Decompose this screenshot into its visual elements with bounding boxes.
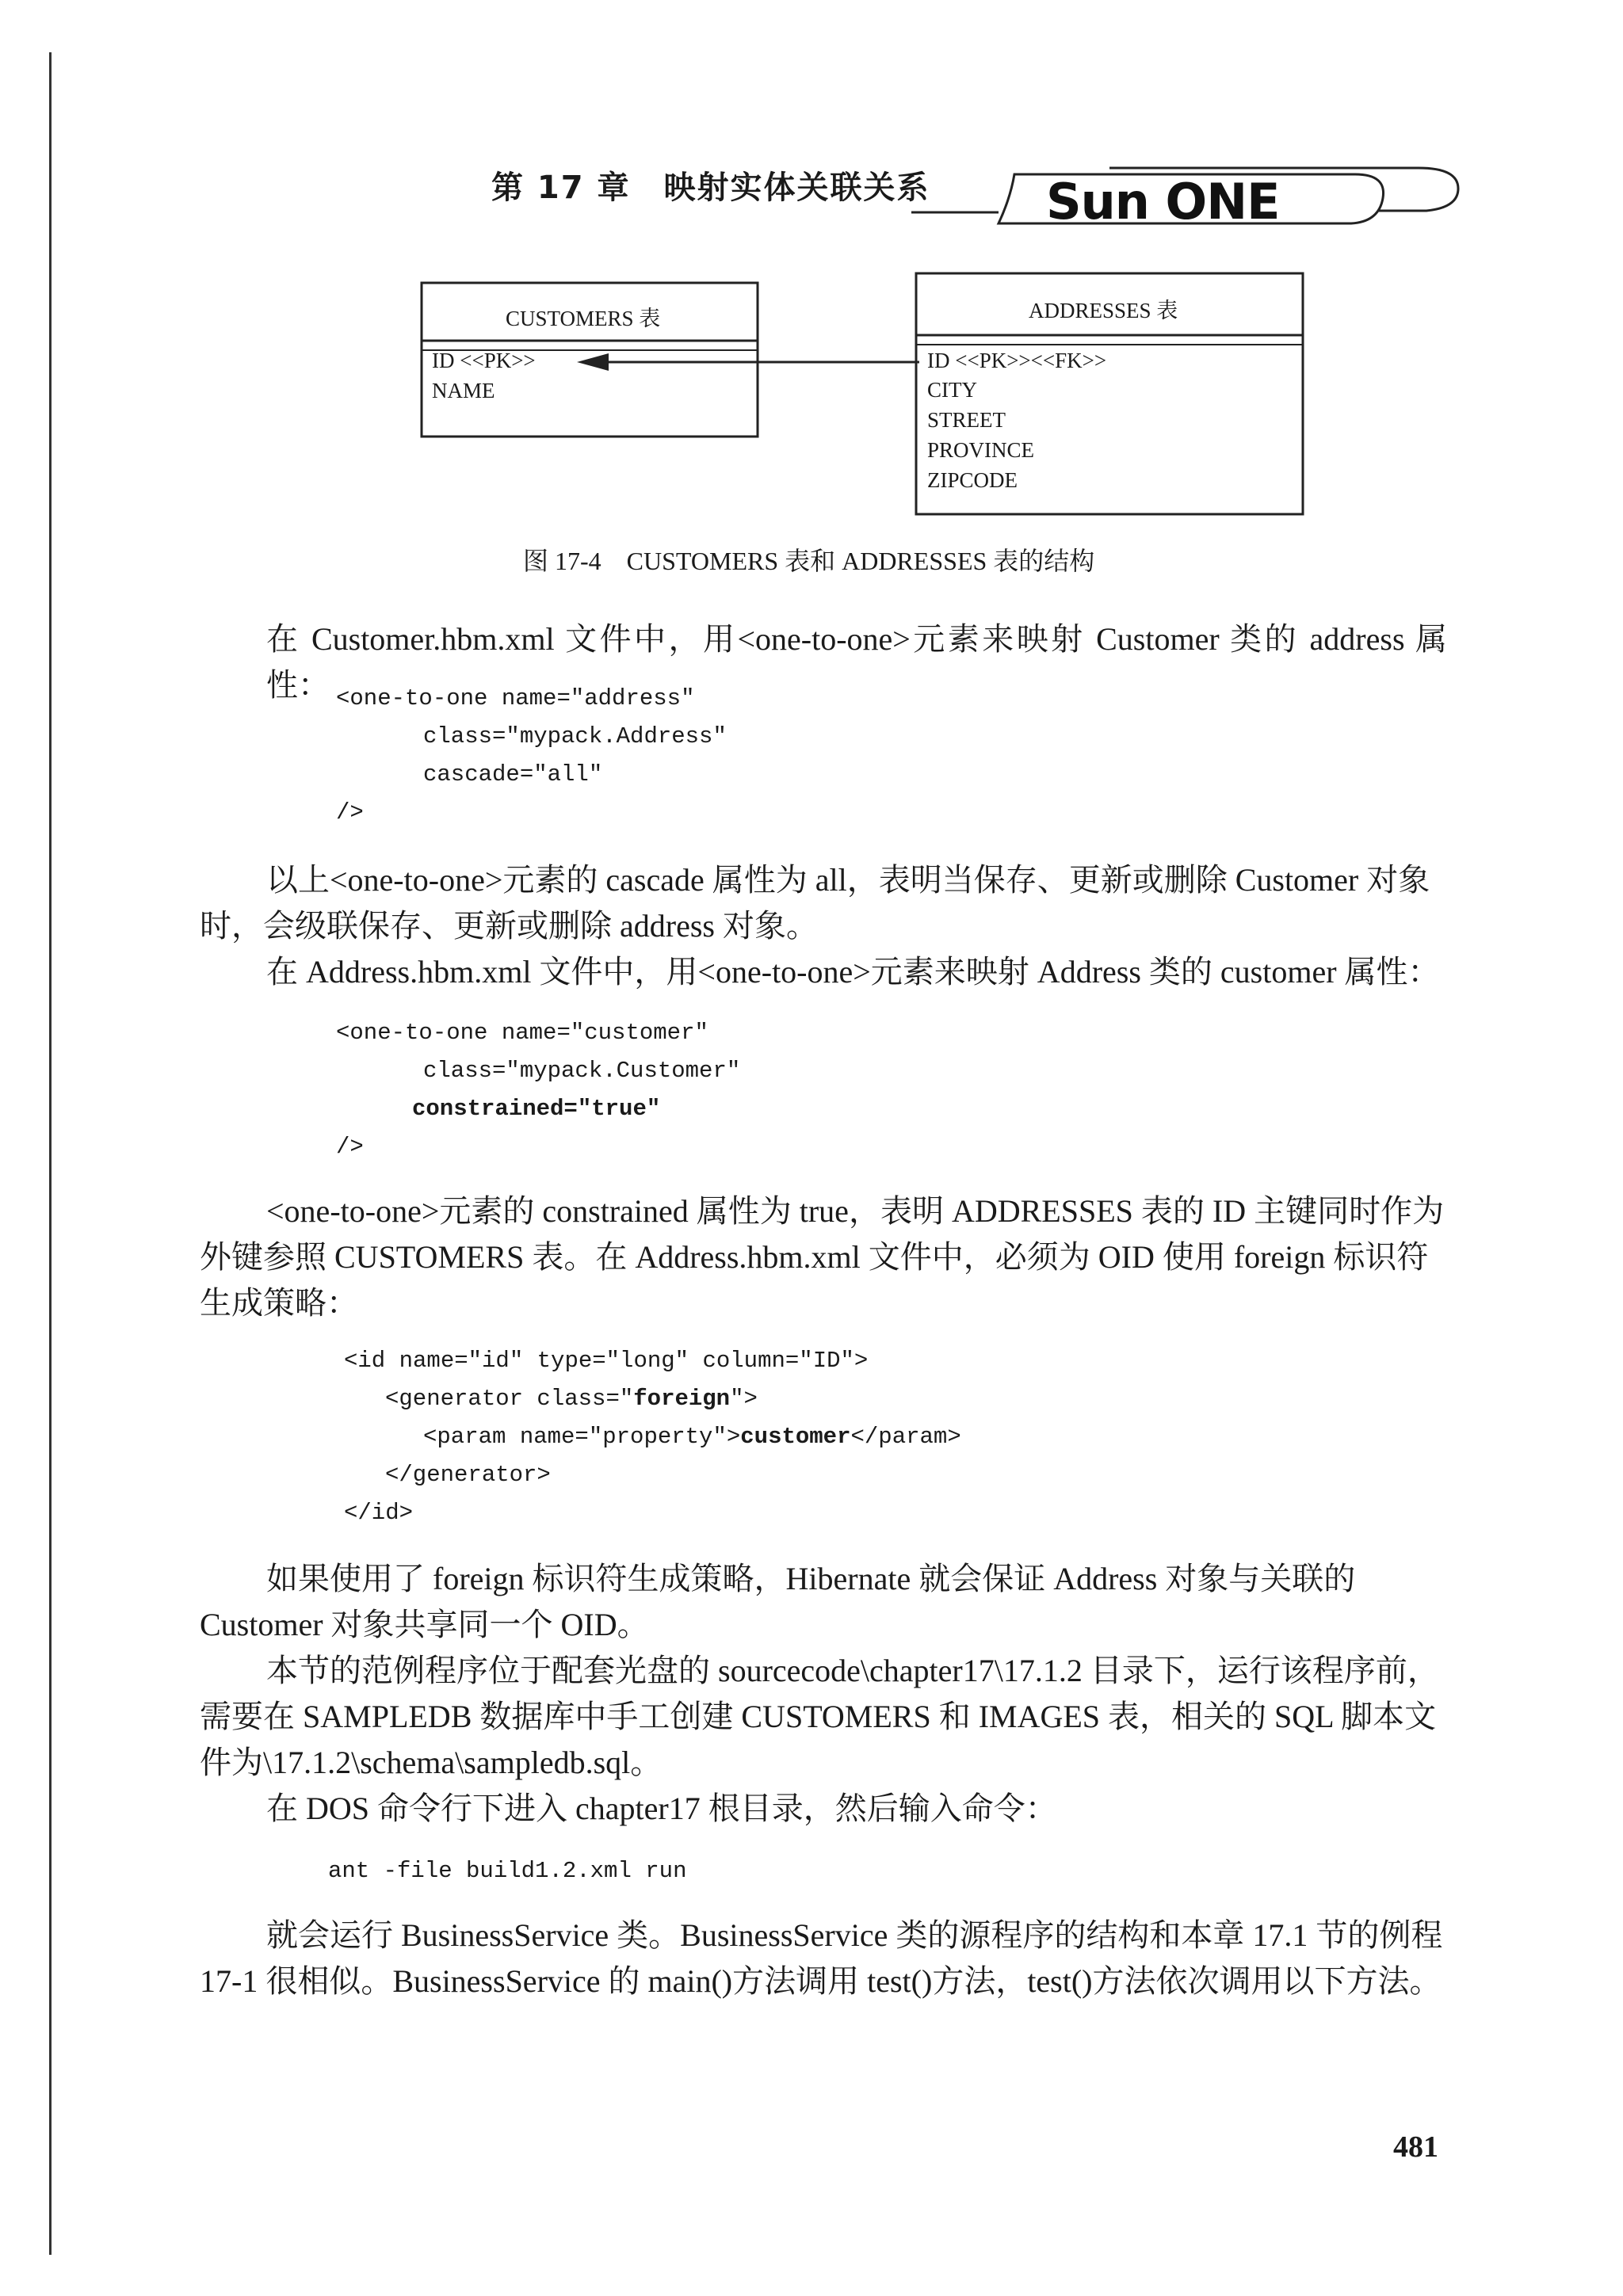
paragraph: 外键参照 CUSTOMERS 表。在 Address.hbm.xml 文件中，必须为 OID 使用 foreign 标识符: [200, 1239, 1429, 1275]
code-line: </id>: [344, 1500, 414, 1526]
paragraph: 在 Address.hbm.xml 文件中，用<one-to-one>元素来映射 Address 类的 customer 属性：: [266, 954, 1440, 990]
paragraph: 17-1 很相似。BusinessService 的 main()方法调用 test()方法，test()方法依次调用以下方法。: [200, 1963, 1442, 1999]
paragraph: 就会运行 BusinessService 类。BusinessService 类的源程序的结构和本章 17.1 节的例程: [266, 1917, 1443, 1953]
code-line: <one-to-one name="address": [336, 685, 695, 711]
er-diagram: [0, 0, 1623, 555]
customers-table-title: CUSTOMERS 表: [506, 307, 661, 330]
paragraph: 件为\17.1.2\schema\sampledb.sql。: [200, 1745, 663, 1780]
paragraph: 需要在 SAMPLEDB 数据库中手工创建 CUSTOMERS 和 IMAGES 表，相关的 SQL 脚本文: [200, 1699, 1437, 1734]
code-line: <generator class="foreign">: [385, 1386, 758, 1412]
page-number: 481: [1393, 2130, 1438, 2164]
paragraph: 以上<one-to-one>元素的 cascade 属性为 all，表明当保存、更新或删除 Customer 对象: [266, 862, 1430, 898]
code-line: />: [336, 799, 364, 826]
code-line: <param name="property">customer</param>: [423, 1424, 961, 1450]
customers-field: ID <<PK>>: [432, 349, 536, 372]
code-line: <one-to-one name="customer": [336, 1020, 708, 1046]
addresses-field: ID <<PK>><<FK>>: [927, 349, 1107, 372]
paragraph: 在 DOS 命令行下进入 chapter17 根目录，然后输入命令：: [266, 1791, 1057, 1826]
paragraph: <one-to-one>元素的 constrained 属性为 true，表明 ADDRESSES 表的 ID 主键同时作为: [266, 1193, 1445, 1229]
code-line: <id name="id" type="long" column="ID">: [344, 1348, 869, 1374]
paragraph: 在 Customer.hbm.xml 文件中，用<one-to-one>元素来映射 Customer 类的 address 属性：: [266, 621, 1447, 703]
paragraph: Customer 对象共享同一个 OID。: [200, 1607, 649, 1642]
page-binding-rule: [49, 52, 52, 2255]
code-line: class="mypack.Address": [423, 723, 727, 749]
logo-text: Sun ONE: [1046, 173, 1280, 231]
customers-field: NAME: [432, 379, 495, 402]
paragraph: 生成策略：: [200, 1285, 358, 1321]
sun-one-logo: [911, 158, 1466, 238]
addresses-table-title: ADDRESSES 表: [1029, 299, 1178, 322]
code-line: class="mypack.Customer": [423, 1058, 741, 1084]
addresses-field: STREET: [927, 408, 1006, 432]
paragraph: 本节的范例程序位于配套光盘的 sourcecode\chapter17\17.1.2 目录下，运行该程序前，: [266, 1653, 1439, 1688]
paragraph: 如果使用了 foreign 标识符生成策略，Hibernate 就会保证 Address 对象与关联的: [266, 1561, 1356, 1596]
figure-caption: 图 17-4 CUSTOMERS 表和 ADDRESSES 表的结构: [523, 547, 1095, 575]
code-line: cascade="all": [423, 761, 603, 788]
arrow-head: [577, 353, 609, 371]
addresses-field: PROVINCE: [927, 438, 1035, 462]
code-line: />: [336, 1134, 364, 1160]
code-line: </generator>: [385, 1462, 551, 1488]
paragraph: 时，会级联保存、更新或删除 address 对象。: [200, 908, 818, 944]
addresses-field: ZIPCODE: [927, 468, 1018, 492]
code-line: ant -file build1.2.xml run: [328, 1858, 687, 1884]
addresses-field: CITY: [927, 378, 977, 402]
chapter-header: 第 17 章 映射实体关联关系: [491, 170, 930, 206]
code-line: constrained="true": [412, 1096, 661, 1122]
